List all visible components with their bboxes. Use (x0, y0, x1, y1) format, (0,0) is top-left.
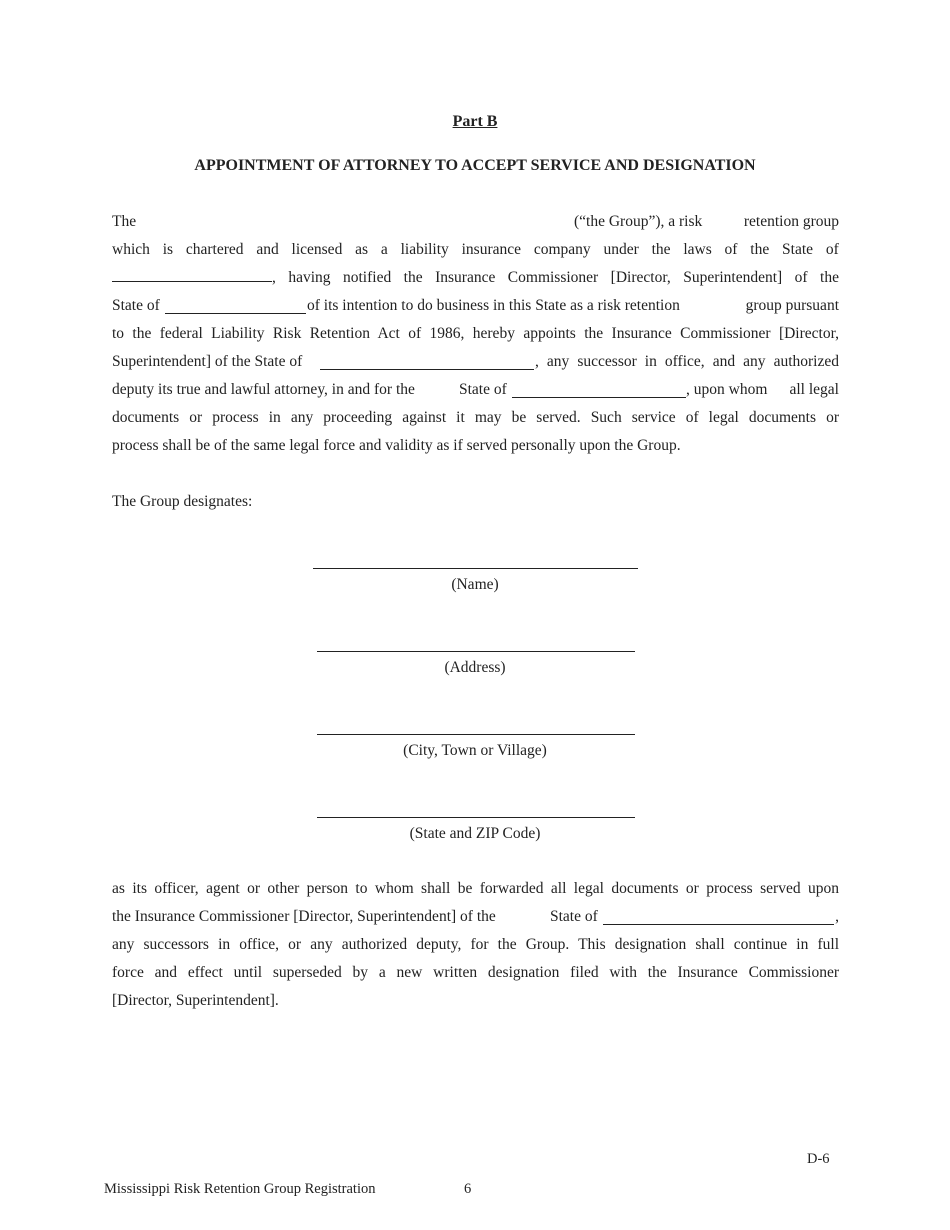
text-successor: , any successor in office, and any authorized (535, 353, 839, 370)
para1-line3 (112, 264, 839, 292)
text-the: The (112, 213, 137, 230)
para1-line2-word: laws (683, 241, 712, 258)
city-field-line[interactable] (317, 734, 635, 735)
para1-line8: documents or process in any proceeding against it may be served. Such service of legal documents or (112, 409, 839, 426)
para1-line2 (112, 236, 839, 264)
para1-line2-word: liability (400, 241, 449, 258)
para1-line6 (112, 348, 839, 376)
text-state-of-2: State of (459, 381, 507, 398)
designates-label: The Group designates: (112, 493, 253, 510)
name-label: (Name) (451, 576, 499, 593)
para1-line2-word: insurance (461, 241, 521, 258)
text-comma: , (835, 908, 839, 925)
para1-line5: to the federal Liability Risk Retention Act of 1986, hereby appoints the Insurance Commissioner [Director, (112, 325, 839, 342)
text-upon-whom: , upon whom (686, 381, 768, 398)
text-deputy: deputy its true and lawful attorney, in and for the (112, 381, 415, 398)
para1-line7 (112, 376, 839, 404)
page-number: D-6 (807, 1151, 830, 1167)
para1-line2-word: the (750, 241, 770, 258)
text-all-legal: all legal (789, 381, 839, 398)
name-field-line[interactable] (313, 568, 638, 569)
city-label: (City, Town or Village) (403, 742, 547, 759)
para1-line2-word: chartered (185, 241, 244, 258)
text-superintendent-state: Superintendent] of the State of (112, 353, 303, 370)
text-state-of: State of (112, 297, 160, 314)
footer-page-number: 6 (464, 1181, 472, 1197)
blank-state-name[interactable] (165, 296, 306, 314)
para1-line2-word: is (162, 241, 174, 258)
para1-line9: process shall be of the same legal force and validity as if served personally upon the Group. (112, 437, 681, 454)
blank-state-of-charter[interactable] (112, 264, 272, 282)
para1-line4 (112, 292, 839, 320)
part-heading: Part B (452, 113, 498, 130)
text-retention-group: retention group (743, 213, 839, 230)
address-label: (Address) (444, 659, 506, 676)
para1-line2-word: State (782, 241, 814, 258)
para2-line3: any successors in office, or any authorized deputy, for the Group. This designation shall continue in full (112, 936, 839, 953)
blank-attorney-state[interactable] (512, 380, 686, 398)
para2-line4: force and effect until superseded by a new written designation filed with the Insurance Commissioner (112, 964, 839, 981)
para1-line2-word: which (112, 241, 150, 258)
blank-commissioner-state[interactable] (320, 352, 534, 370)
para1-line1 (112, 208, 839, 236)
text-having-notified: , having notified the Insurance Commissioner [Director, Superintendent] of the (272, 269, 839, 286)
para1-line2-word: the (651, 241, 671, 258)
text-state-of-3: State of (550, 908, 598, 925)
para1-line2-word: as (355, 241, 369, 258)
footer-title: Mississippi Risk Retention Group Registration (104, 1181, 376, 1197)
para1-line2-word: under (603, 241, 639, 258)
address-field-line[interactable] (317, 651, 635, 652)
text-intention: of its intention to do business in this State as a risk retention (307, 297, 680, 314)
para1-line2-word: of (825, 241, 839, 258)
text-group-pursuant: group pursuant (745, 297, 839, 314)
para1-line2-word: licensed (291, 241, 343, 258)
para1-line2-word: a (380, 241, 388, 258)
para2-line2 (112, 903, 839, 931)
para1-line2-word: company (533, 241, 591, 258)
text-the-group: (“the Group”), a risk (574, 213, 703, 230)
state-zip-label: (State and ZIP Code) (409, 825, 541, 842)
para1-line2-word: of (724, 241, 738, 258)
para2-line5: [Director, Superintendent]. (112, 992, 279, 1009)
blank-designation-state[interactable] (603, 907, 834, 925)
para2-line1: as its officer, agent or other person to whom shall be forwarded all legal documents or process served upon (112, 880, 839, 897)
text-commissioner-of-the: the Insurance Commissioner [Director, Superintendent] of the (112, 908, 496, 925)
document-title: APPOINTMENT OF ATTORNEY TO ACCEPT SERVICE AND DESIGNATION (194, 157, 756, 174)
para1-line2-word: and (256, 241, 279, 258)
state-zip-field-line[interactable] (317, 817, 635, 818)
